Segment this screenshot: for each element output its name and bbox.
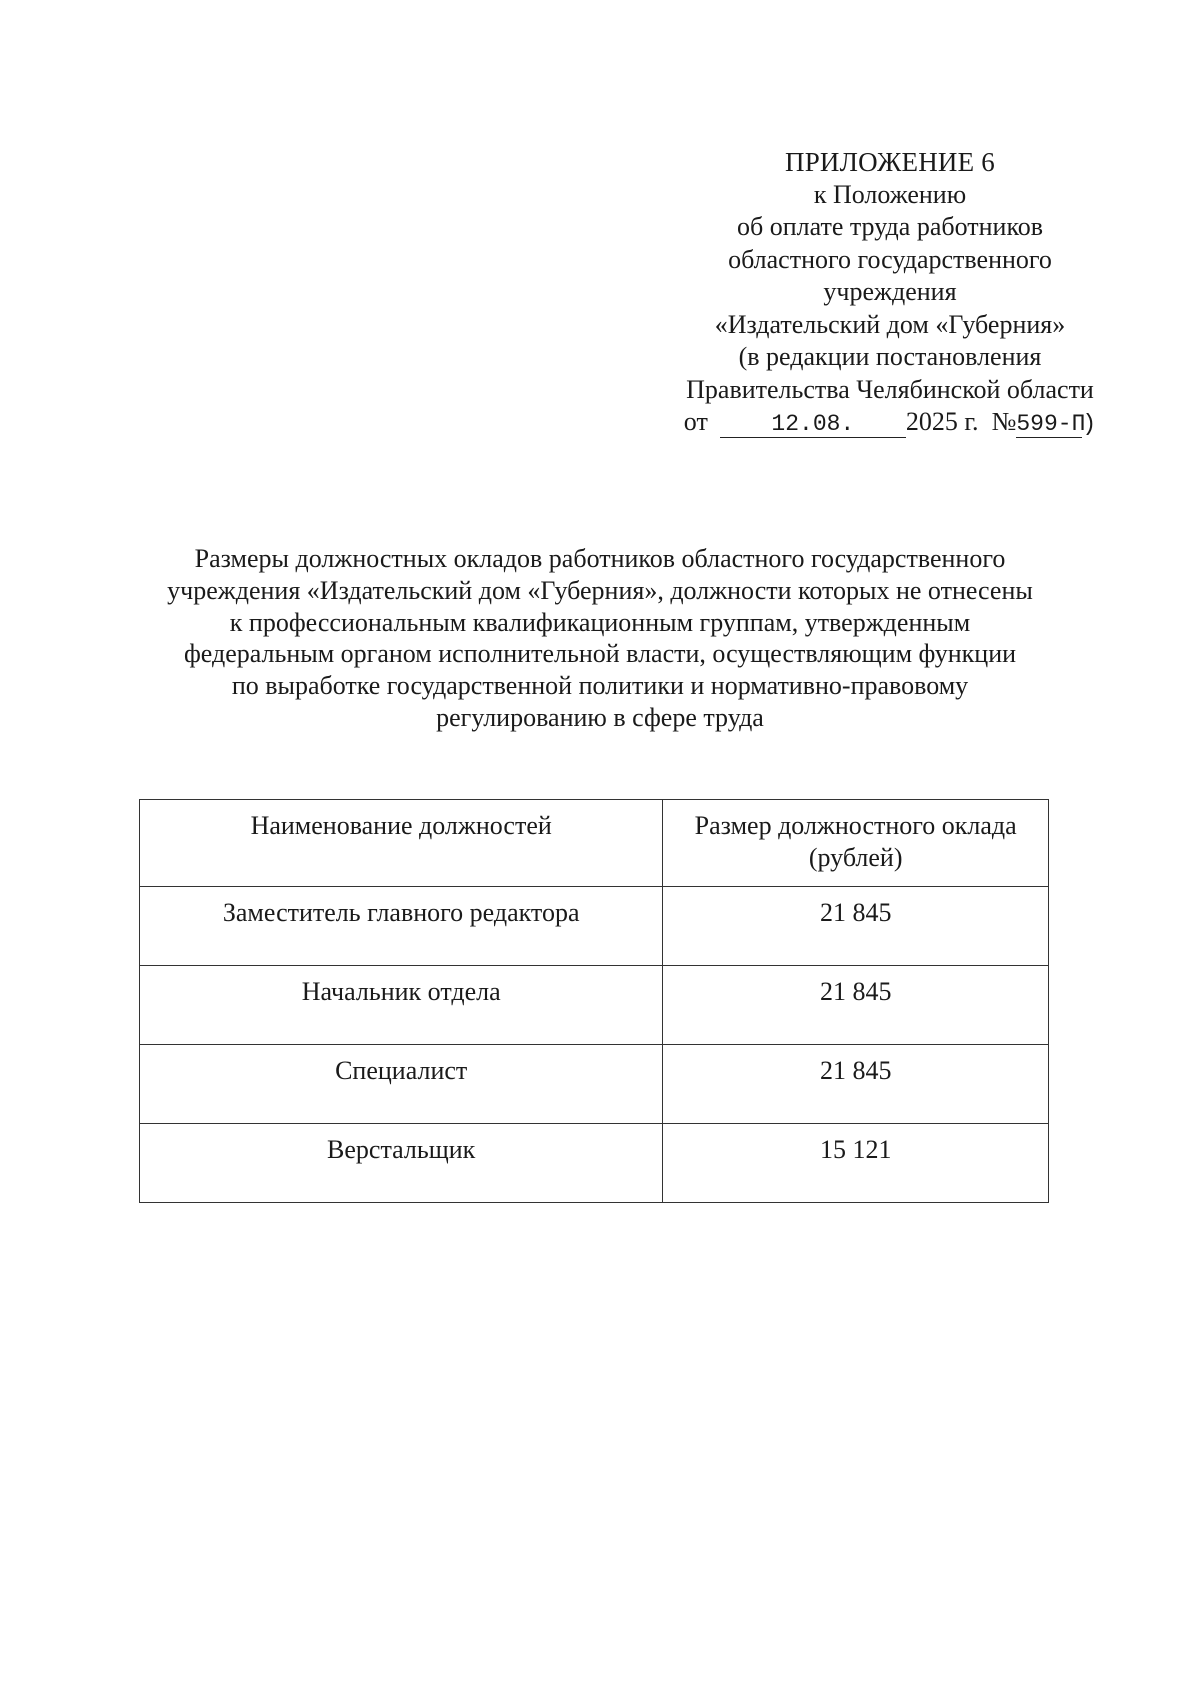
date-prefix: от <box>683 407 708 436</box>
appendix-line: учреждения <box>823 277 957 306</box>
salary-table <box>139 799 1049 1203</box>
table-header-row <box>140 800 1049 887</box>
header-position: Наименование должностей <box>140 800 663 887</box>
title-line: учреждения «Издательский дом «Губерния», должности которых не отнесены <box>167 575 1033 605</box>
appendix-line: областного государственного <box>728 244 1052 274</box>
cell-salary: 21 845 <box>663 887 1049 966</box>
title-line: к профессиональным квалификационным группам, утвержденным <box>229 607 971 637</box>
appendix-line: Правительства Челябинской области <box>686 374 1094 404</box>
resolution-number: 599-П <box>1016 411 1086 437</box>
closing-paren: ) <box>1082 411 1097 437</box>
title-line: регулированию в сфере труда <box>436 702 764 732</box>
title-line: федеральным органом исполнительной власти, осуществляющим функции <box>183 639 1017 669</box>
appendix-heading: ПРИЛОЖЕНИЕ 6 <box>785 147 995 177</box>
table-row <box>140 966 1049 1045</box>
number-sign: № <box>991 407 1017 436</box>
appendix-block <box>620 146 1160 441</box>
table-row <box>140 1045 1049 1124</box>
table-row <box>140 1124 1049 1203</box>
cell-position: Начальник отдела <box>140 966 663 1045</box>
appendix-line: (в редакции постановления <box>738 342 1042 371</box>
cell-position: Специалист <box>140 1045 663 1124</box>
appendix-line: к Положению <box>813 179 967 209</box>
table-row <box>140 887 1049 966</box>
cell-position: Верстальщик <box>140 1124 663 1203</box>
cell-salary: 15 121 <box>663 1124 1049 1203</box>
appendix-line: «Издательский дом «Губерния» <box>714 309 1066 339</box>
resolution-year: 2025 г. <box>905 407 979 436</box>
cell-salary: 21 845 <box>663 1045 1049 1124</box>
title-line: Размеры должностных окладов работников областного государственного <box>194 544 1006 573</box>
title-line: по выработке государственной политики и нормативно-правовому <box>231 671 969 701</box>
resolution-date: 12.08. <box>720 411 906 438</box>
resolution-date-line <box>620 406 1160 441</box>
cell-position: Заместитель главного редактора <box>140 887 663 966</box>
document-title <box>90 543 1110 734</box>
header-salary: Размер должностного оклада (рублей) <box>663 800 1049 887</box>
appendix-line: об оплате труда работников <box>736 212 1044 241</box>
cell-salary: 21 845 <box>663 966 1049 1045</box>
